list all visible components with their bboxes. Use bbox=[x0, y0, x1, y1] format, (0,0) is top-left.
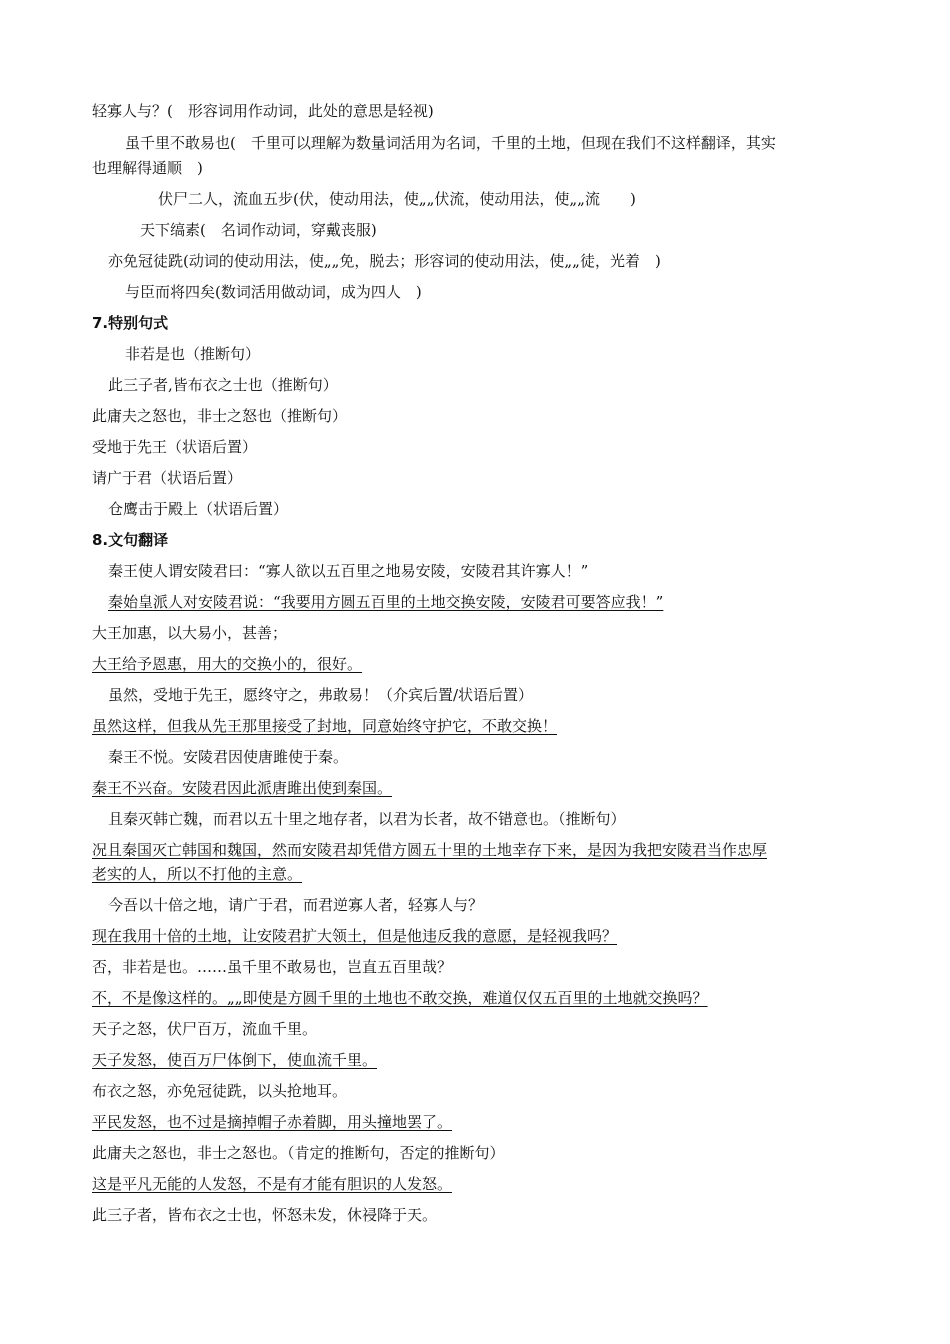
text-line: 虽千里不敢易也( 千里可以理解为数量词活用为名词，千里的土地，但现在我们不这样翻译，其实 bbox=[125, 134, 776, 152]
translation-line: 不，不是像这样的。„„即使是方圆千里的土地也不敢交换，难道仅仅五百里的土地就交换吗？ bbox=[92, 989, 708, 1007]
translation-line: 这是平凡无能的人发怒，不是有才能有胆识的人发怒。 bbox=[92, 1175, 453, 1193]
translation-line: 平民发怒，也不过是摘掉帽子赤着脚，用头撞地罢了。 bbox=[92, 1113, 453, 1131]
source-line: 秦王不悦。安陵君因使唐雎使于秦。 bbox=[108, 748, 349, 766]
source-line: 此三子者，皆布衣之士也，怀怒未发，休祲降于天。 bbox=[92, 1206, 438, 1224]
text-line: 亦免冠徒跣(动词的使动用法，使„„免，脱去；形容词的使动用法，使„„徒，光着 ) bbox=[108, 252, 661, 270]
translation-line: 天子发怒，使百万尸体倒下，使血流千里。 bbox=[92, 1051, 378, 1069]
translation-line: 秦始皇派人对安陵君说：“我要用方圆五百里的土地交换安陵，安陵君可要答应我！” bbox=[108, 593, 664, 611]
source-line: 此庸夫之怒也，非士之怒也。（肯定的推断句，否定的推断句） bbox=[92, 1144, 505, 1162]
translation-line: 虽然这样，但我从先王那里接受了封地，同意始终守护它，不敢交换！ bbox=[92, 717, 558, 735]
text-line: 伏尸二人，流血五步(伏，使动用法，使„„伏流，使动用法，使„„流 ) bbox=[158, 190, 636, 208]
text-line: 轻寡人与？( 形容词用作动词，此处的意思是轻视) bbox=[92, 102, 434, 120]
source-line: 虽然，受地于先王，愿终守之，弗敢易！（介宾后置/状语后置） bbox=[108, 686, 534, 704]
translation-line: 大王给予恩惠，用大的交换小的，很好。 bbox=[92, 655, 363, 673]
text-line: 此三子者,皆布衣之士也（推断句） bbox=[108, 376, 338, 394]
text-line: 仓鹰击于殿上（状语后置） bbox=[108, 500, 289, 518]
source-line: 大王加惠，以大易小，甚善； bbox=[92, 624, 288, 642]
text-line: 与臣而将四矣(数词活用做动词，成为四人 ) bbox=[125, 283, 422, 301]
text-line: 请广于君（状语后置） bbox=[92, 469, 243, 487]
source-line: 今吾以十倍之地，请广于君，而君逆寡人者，轻寡人与？ bbox=[108, 896, 484, 914]
translation-line: 秦王不兴奋。安陵君因此派唐雎出使到秦国。 bbox=[92, 779, 393, 797]
text-line: 也理解得通顺 ) bbox=[92, 159, 203, 177]
source-line: 且秦灭韩亡魏，而君以五十里之地存者，以君为长者，故不错意也。（推断句） bbox=[108, 810, 626, 828]
section-heading: 8.文句翻译 bbox=[92, 531, 169, 549]
source-line: 布衣之怒，亦免冠徒跣，以头抢地耳。 bbox=[92, 1082, 348, 1100]
source-line: 否，非若是也。……虽千里不敢易也，岂直五百里哉？ bbox=[92, 958, 453, 976]
text-line: 非若是也（推断句） bbox=[125, 345, 261, 363]
text-line: 此庸夫之怒也，非士之怒也（推断句） bbox=[92, 407, 348, 425]
translation-line: 况且秦国灭亡韩国和魏国，然而安陵君却凭借方圆五十里的土地幸存下来，是因为我把安陵君当作忠厚 bbox=[92, 841, 768, 859]
source-line: 天子之怒，伏尸百万，流血千里。 bbox=[92, 1020, 318, 1038]
source-line: 秦王使人谓安陵君曰：“寡人欲以五百里之地易安陵，安陵君其许寡人！” bbox=[108, 562, 589, 580]
section-heading: 7.特别句式 bbox=[92, 314, 169, 332]
translation-line: 现在我用十倍的土地，让安陵君扩大领土，但是他违反我的意愿，是轻视我吗？ bbox=[92, 927, 618, 945]
text-line: 天下缟素( 名词作动词，穿戴丧服) bbox=[140, 221, 377, 239]
translation-line: 老实的人，所以不打他的主意。 bbox=[92, 865, 303, 883]
text-line: 受地于先王（状语后置） bbox=[92, 438, 258, 456]
